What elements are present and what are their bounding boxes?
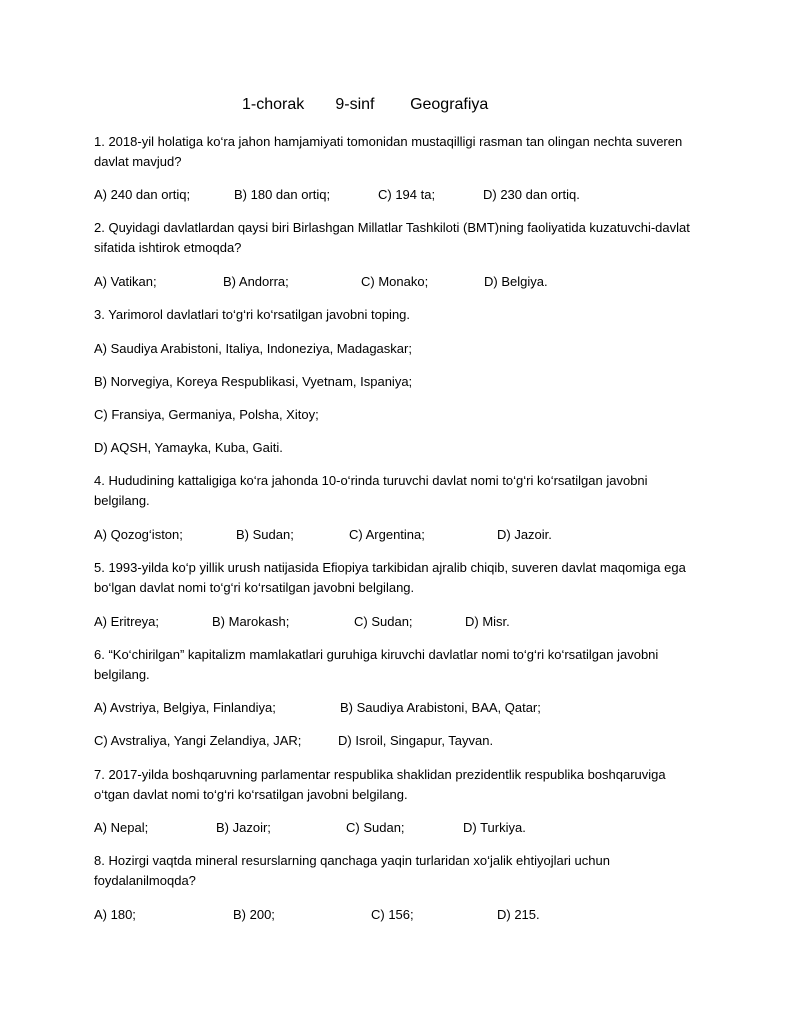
question-8-option-b: B) 200; xyxy=(233,907,275,922)
question-3-option-c: C) Fransiya, Germaniya, Polsha, Xitoy; xyxy=(94,407,319,422)
question-6-text-line-2: belgilang. xyxy=(94,667,150,682)
question-6-text-line-1: 6. “Ko‘chirilgan” kapitalizm mamlakatlari guruhiga kiruvchi davlatlar nomi to‘g‘ri ko‘rsatilgan javobni xyxy=(94,647,659,662)
subject-label: Geografiya xyxy=(410,96,489,113)
question-6-option-c: C) Avstraliya, Yangi Zelandiya, JAR; xyxy=(94,733,302,748)
question-2-option-d: D) Belgiya. xyxy=(484,274,548,289)
question-4-option-a: A) Qozog‘iston; xyxy=(94,527,183,542)
question-8-option-a: A) 180; xyxy=(94,907,136,922)
question-5-option-a: A) Eritreya; xyxy=(94,614,160,629)
question-7-option-b: B) Jazoir; xyxy=(216,820,271,835)
question-2-option-a: A) Vatikan; xyxy=(94,274,157,289)
grade-label: 9-sinf xyxy=(335,96,375,113)
question-8-text-line-2: foydalanilmoqda? xyxy=(94,873,196,888)
question-1-option-a: A) 240 dan ortiq; xyxy=(94,187,191,202)
question-4-text-line-1: 4. Hududining kattaligiga ko‘ra jahonda 10-o‘rinda turuvchi davlat nomi to‘g‘ri ko‘rsatilgan javobni xyxy=(94,473,648,488)
question-5-option-c: C) Sudan; xyxy=(354,614,413,629)
question-7-option-a: A) Nepal; xyxy=(94,820,149,835)
question-7-option-d: D) Turkiya. xyxy=(463,820,526,835)
question-8-option-c: C) 156; xyxy=(371,907,414,922)
question-7-text-line-1: 7. 2017-yilda boshqaruvning parlamentar respublika shaklidan prezidentlik respublika boshqaruviga xyxy=(94,767,666,782)
question-6-option-d: D) Isroil, Singapur, Tayvan. xyxy=(338,733,494,748)
question-4-option-c: C) Argentina; xyxy=(349,527,425,542)
question-5-option-d: D) Misr. xyxy=(465,614,510,629)
question-1-option-c: C) 194 ta; xyxy=(378,187,436,202)
question-7-option-c: C) Sudan; xyxy=(346,820,405,835)
question-3-option-a: A) Saudiya Arabistoni, Italiya, Indoneziya, Madagaskar; xyxy=(94,341,412,356)
question-1-option-b: B) 180 dan ortiq; xyxy=(234,187,331,202)
question-8-option-d: D) 215. xyxy=(497,907,540,922)
quarter-label: 1-chorak xyxy=(242,96,305,113)
question-6-option-a: A) Avstriya, Belgiya, Finlandiya; xyxy=(94,700,276,715)
question-2-text-line-1: 2. Quyidagi davlatlardan qaysi biri Birlashgan Millatlar Tashkiloti (BMT)ning faoliyatida kuzatuvchi-davlat xyxy=(94,220,690,235)
question-4-text-line-2: belgilang. xyxy=(94,493,150,508)
question-6-option-b: B) Saudiya Arabistoni, BAA, Qatar; xyxy=(340,700,541,715)
question-2-option-b: B) Andorra; xyxy=(223,274,289,289)
question-3-option-d: D) AQSH, Yamayka, Kuba, Gaiti. xyxy=(94,440,283,455)
question-5-text-line-2: bo‘lgan davlat nomi to‘g‘ri ko‘rsatilgan javobni belgilang. xyxy=(94,580,415,595)
question-3-option-b: B) Norvegiya, Koreya Respublikasi, Vyetnam, Ispaniya; xyxy=(94,374,413,389)
question-4-option-b: B) Sudan; xyxy=(236,527,294,542)
question-1-text-line-1: 1. 2018-yil holatiga ko‘ra jahon hamjamiyati tomonidan mustaqilligi rasman tan olingan nechta suveren xyxy=(94,134,683,149)
question-7-text-line-2: o‘tgan davlat nomi to‘g‘ri ko‘rsatilgan javobni belgilang. xyxy=(94,787,408,802)
question-1-text-line-2: davlat mavjud? xyxy=(94,154,182,169)
question-5-option-b: B) Marokash; xyxy=(212,614,290,629)
question-5-text-line-1: 5. 1993-yilda ko‘p yillik urush natijasida Efiopiya tarkibidan ajralib chiqib, suveren davlat maqomiga ega xyxy=(94,560,686,575)
page-title xyxy=(242,96,488,114)
question-8-text-line-1: 8. Hozirgi vaqtda mineral resurslarning qanchaga yaqin turlaridan xo‘jalik ehtiyojlari uchun xyxy=(94,853,610,868)
question-1-option-d: D) 230 dan ortiq. xyxy=(483,187,580,202)
question-4-option-d: D) Jazoir. xyxy=(497,527,552,542)
question-3-text-line-1: 3. Yarimorol davlatlari to‘g‘ri ko‘rsatilgan javobni toping. xyxy=(94,307,411,322)
question-2-option-c: C) Monako; xyxy=(361,274,429,289)
question-2-text-line-2: sifatida ishtirok etmoqda? xyxy=(94,240,242,255)
